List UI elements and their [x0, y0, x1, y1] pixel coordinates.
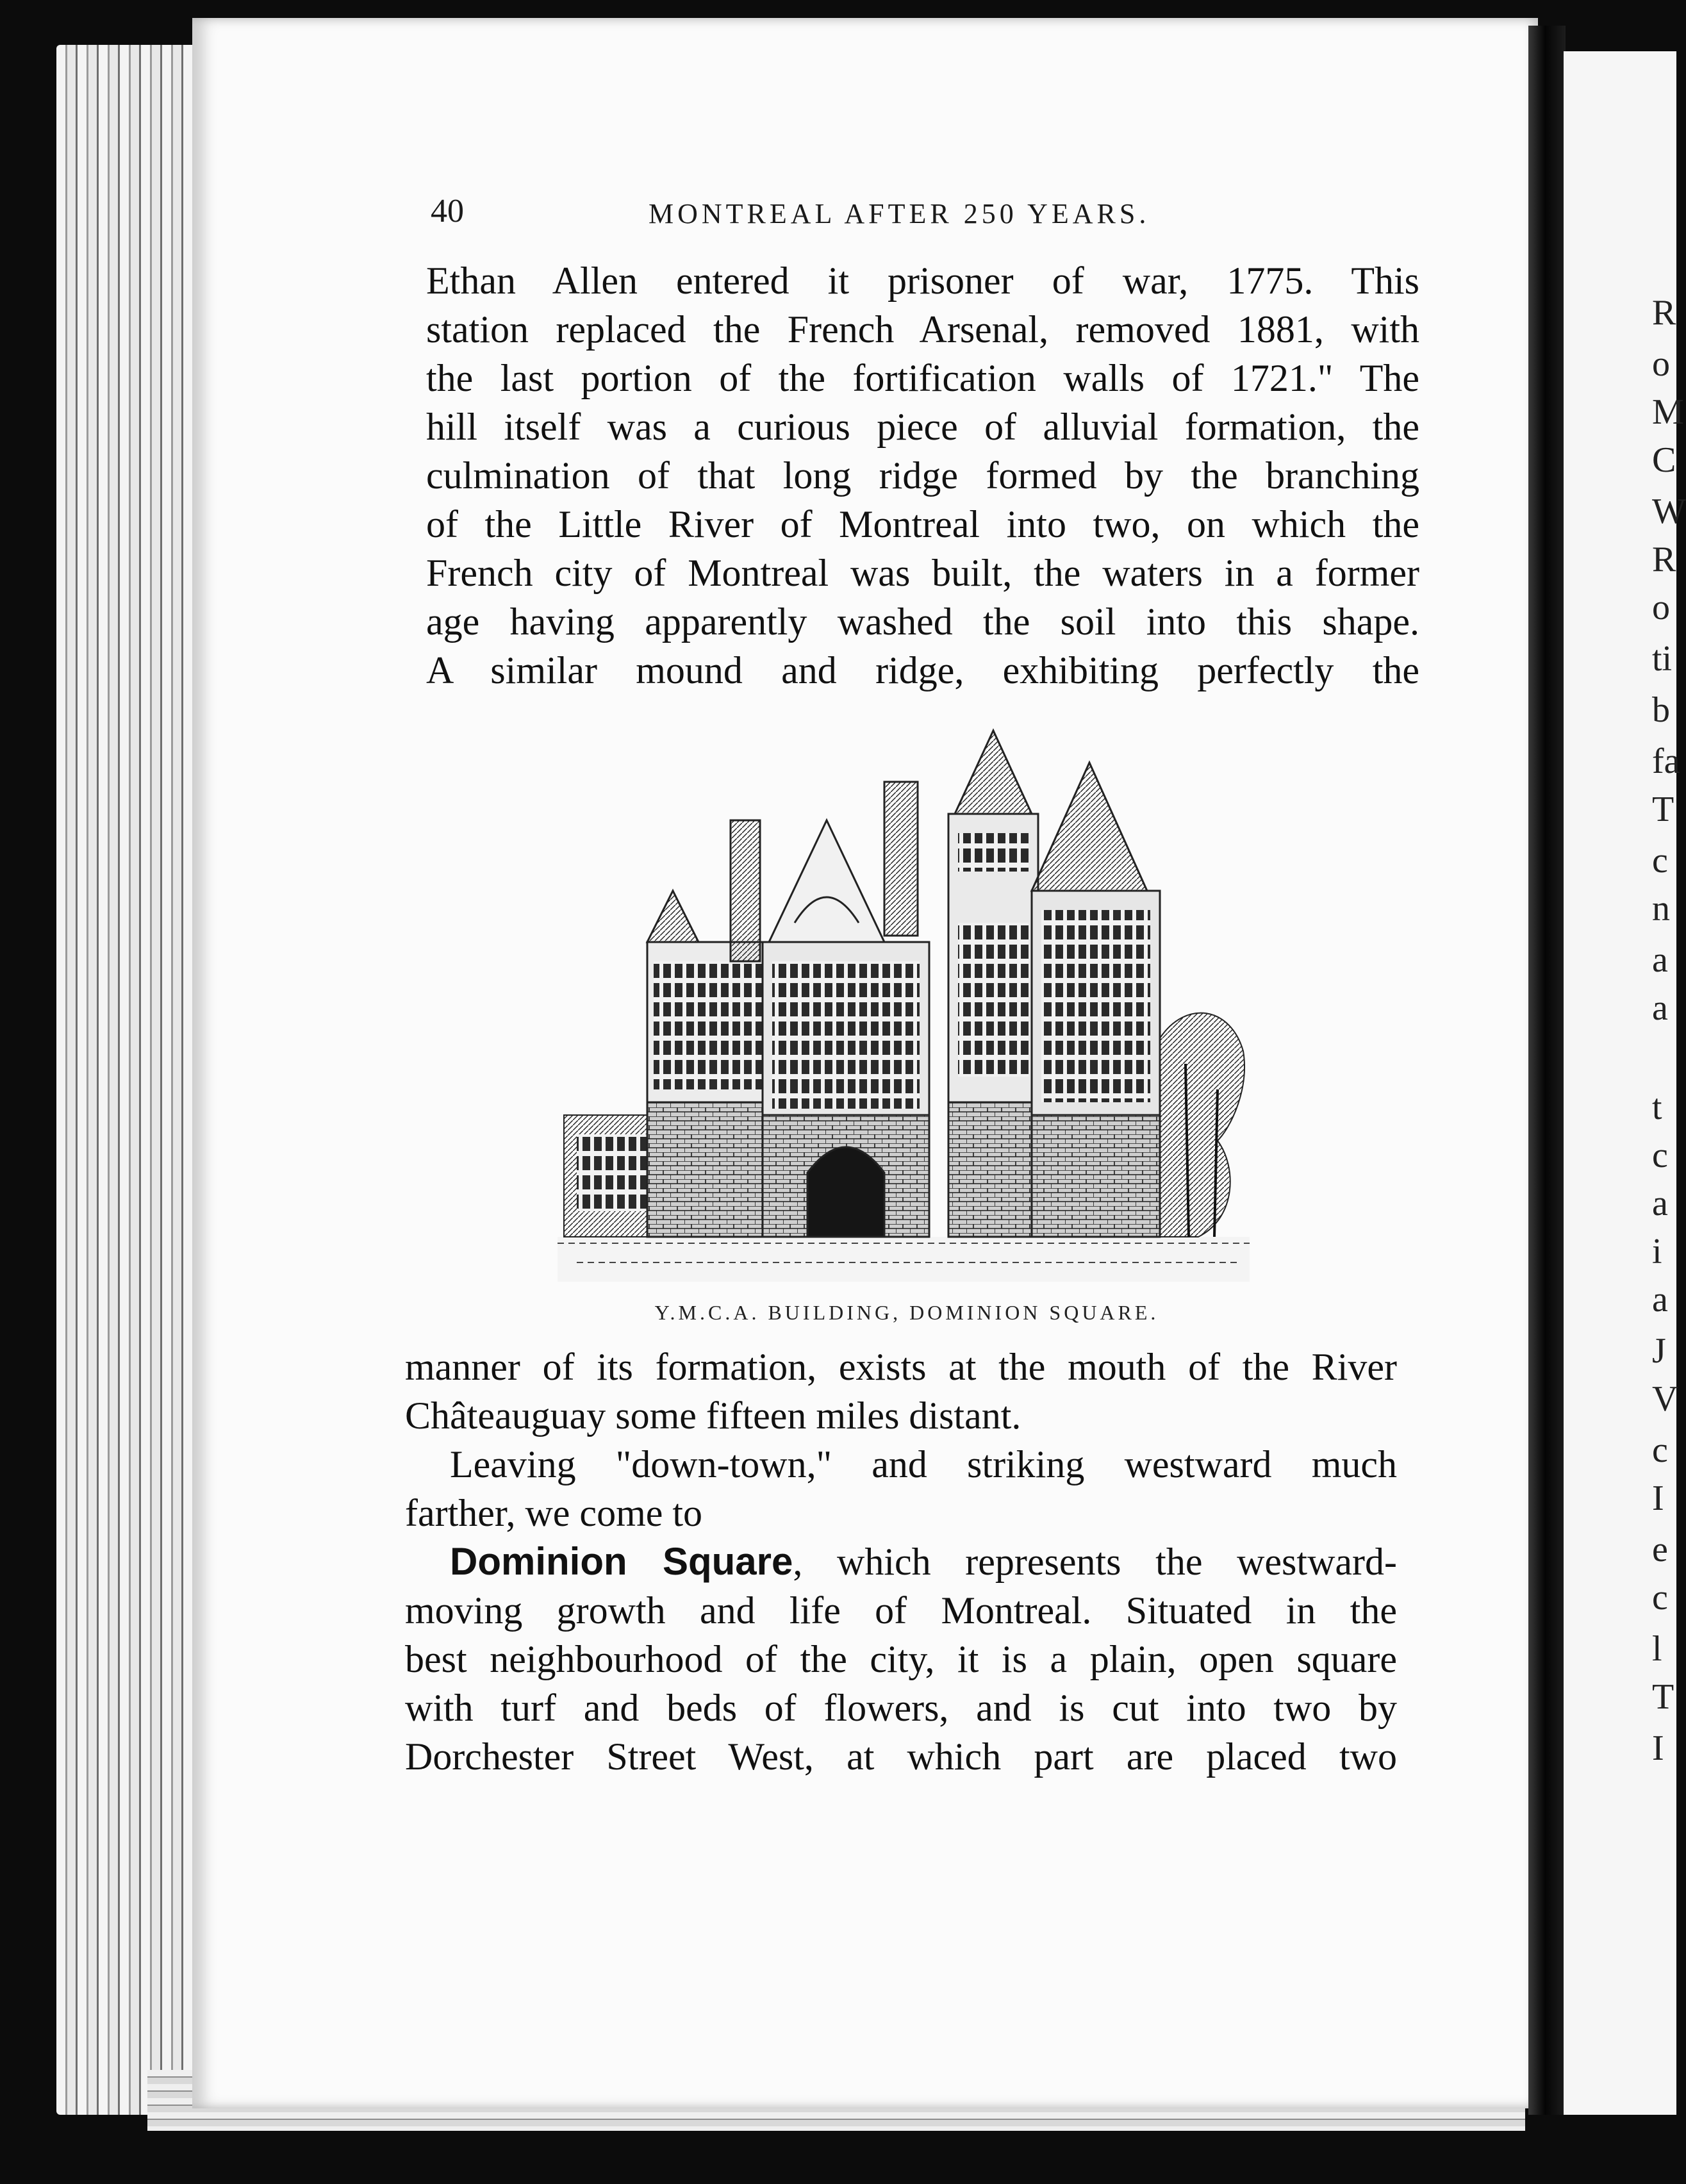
text-line: with turf and beds of flowers, and is cut into two by	[405, 1687, 1397, 1729]
ymca-building-illustration	[558, 731, 1250, 1288]
running-head	[431, 192, 1212, 244]
facing-page-letter: a	[1652, 988, 1668, 1028]
text-line: moving growth and life of Montreal. Situated in the	[405, 1589, 1397, 1632]
facing-page-letter: a	[1652, 1184, 1668, 1223]
text-line: culmination of that long ridge formed by the branching	[426, 454, 1419, 497]
text-line: age having apparently washed the soil into this shape.	[426, 600, 1419, 643]
facing-page-letter: l	[1652, 1629, 1662, 1669]
facing-page-letter: C	[1652, 440, 1676, 480]
dominion-square-line	[405, 1537, 1397, 1586]
facing-page-letter: c	[1652, 1578, 1668, 1617]
text-line: farther, we come to	[405, 1492, 703, 1534]
facing-page-letter: b	[1652, 690, 1670, 730]
facing-page-letter: T	[1652, 1677, 1674, 1717]
text-line: best neighbourhood of the city, it is a plain, open square	[405, 1638, 1397, 1680]
facing-page-letter: ti	[1652, 639, 1673, 679]
facing-page-letter: a	[1652, 940, 1668, 980]
text-line: French city of Montreal was built, the waters in a former	[426, 552, 1419, 594]
facing-page-letter: i	[1652, 1232, 1662, 1271]
dominion-square-heading: Dominion Square	[450, 1540, 793, 1583]
book-gutter	[1528, 26, 1566, 2115]
facing-page-letter: e	[1652, 1530, 1668, 1569]
text-line: the last portion of the fortification walls of 1721." The	[426, 357, 1419, 399]
page-number: 40	[431, 193, 464, 229]
facing-page-letter: R	[1652, 540, 1676, 579]
facing-page-letter: o	[1652, 588, 1670, 627]
text-run: , which represents the westward-	[793, 1541, 1398, 1583]
text-line: Leaving "down-town," and striking westward much	[450, 1443, 1397, 1485]
paragraph-bottom	[405, 1343, 1397, 1781]
facing-page-letter: V	[1652, 1379, 1678, 1419]
facing-page-letter: o	[1652, 344, 1670, 384]
illustration-caption: Y.M.C.A. BUILDING, DOMINION SQUARE.	[654, 1301, 1159, 1324]
facing-page-letter: M	[1652, 392, 1684, 432]
text-line: Ethan Allen entered it prisoner of war, 1775. This	[426, 260, 1419, 302]
text-line: A similar mound and ridge, exhibiting perfectly the	[426, 649, 1419, 691]
facing-page-letter: c	[1652, 1430, 1668, 1470]
facing-page-letter: c	[1652, 1136, 1668, 1175]
facing-page-letter: fa	[1652, 741, 1680, 781]
text-line: Dorchester Street West, at which part are placed two	[405, 1735, 1397, 1778]
building-engraving	[558, 731, 1250, 1288]
facing-page-letter: T	[1652, 790, 1674, 829]
facing-page-letter: R	[1652, 293, 1676, 333]
paragraph-top	[426, 256, 1419, 695]
facing-page-letter: J	[1652, 1331, 1666, 1371]
text-line: Châteauguay some fifteen miles distant.	[405, 1394, 1021, 1437]
facing-page-letter: c	[1652, 841, 1668, 881]
facing-page-letter: W	[1652, 492, 1686, 531]
facing-page-letter: I	[1652, 1728, 1664, 1768]
text-line: of the Little River of Montreal into two, on which the	[426, 503, 1419, 545]
text-line: station replaced the French Arsenal, removed 1881, with	[426, 308, 1419, 351]
text-line: hill itself was a curious piece of alluvial formation, the	[426, 406, 1419, 448]
running-title: MONTREAL AFTER 250 YEARS.	[649, 198, 1150, 229]
facing-page-letter: I	[1652, 1478, 1664, 1518]
facing-page-letter: a	[1652, 1280, 1668, 1320]
facing-page-letter: n	[1652, 889, 1670, 929]
text-line: manner of its formation, exists at the mouth of the River	[405, 1346, 1397, 1388]
page-edge-stack	[56, 45, 207, 2115]
facing-page-letter: t	[1652, 1088, 1662, 1127]
